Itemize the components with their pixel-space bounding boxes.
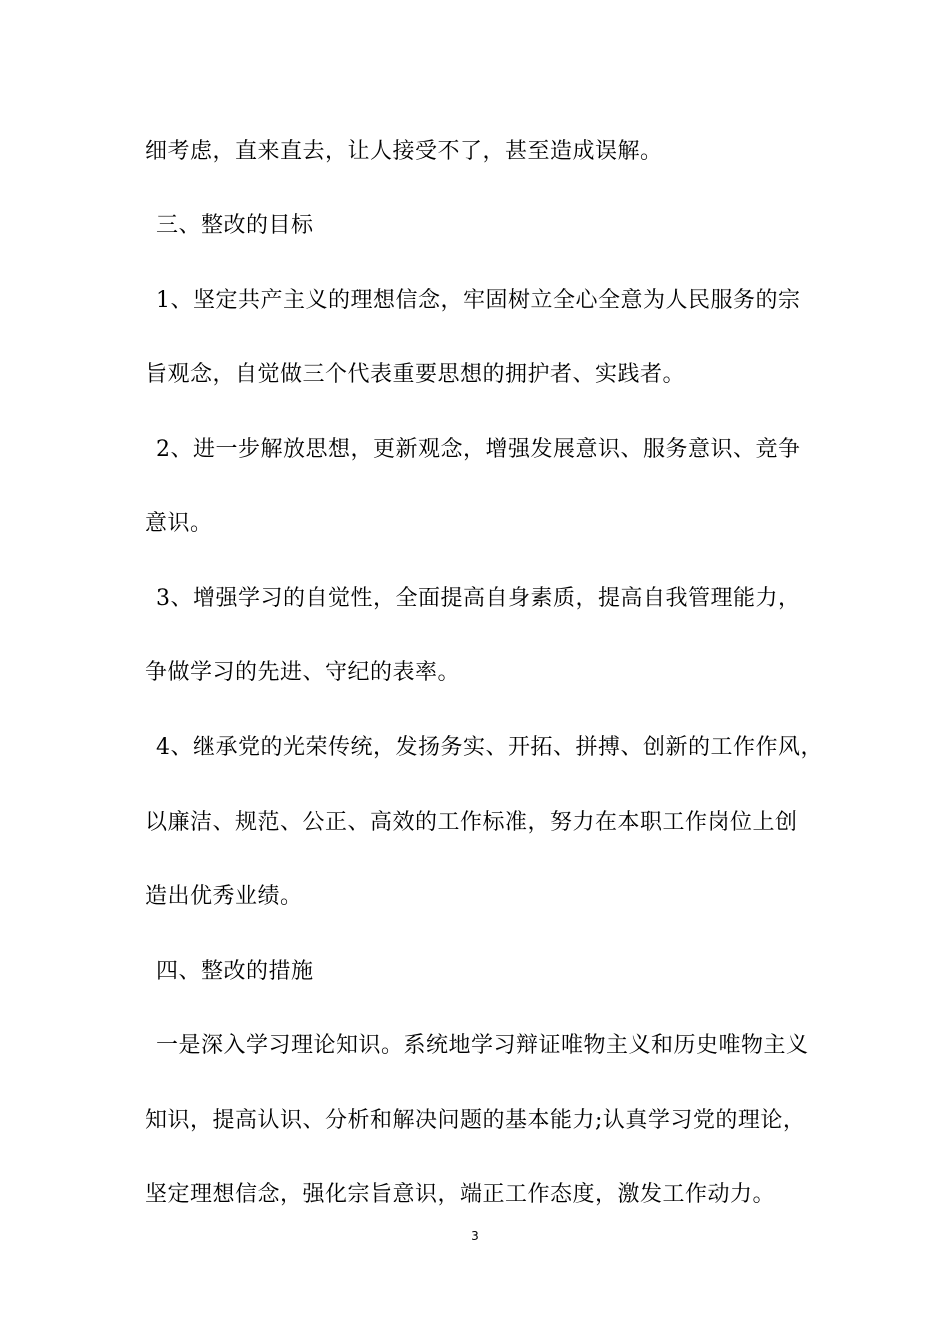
text-line-9: 4、继承党的光荣传统，发扬务实、开拓、拼搏、创新的工作作风， [156, 735, 823, 760]
text-line-4: 旨观念，自觉做三个代表重要思想的拥护者、实践者。 [145, 362, 686, 387]
text-line-10: 以廉洁、规范、公正、高效的工作标准，努力在本职工作岗位上创 [145, 810, 798, 835]
text-line-15: 坚定理想信念，强化宗旨意识，端正工作态度，激发工作动力。 [145, 1182, 776, 1207]
text-line-8: 争做学习的先进、守纪的表率。 [145, 660, 461, 685]
text-line-6: 意识。 [145, 511, 213, 536]
text-line-13: 一是深入学习理论知识。系统地学习辩证唯物主义和历史唯物主义 [156, 1033, 809, 1058]
page-number: 3 [471, 1229, 479, 1243]
section-heading-goals: 三、整改的目标 [156, 213, 314, 238]
text-line-5: 2、进一步解放思想，更新观念，增强发展意识、服务意识、竞争 [156, 437, 801, 462]
text-line-11: 造出优秀业绩。 [145, 884, 303, 909]
text-line-7: 3、增强学习的自觉性，全面提高自身素质，提高自我管理能力， [156, 586, 801, 611]
section-heading-measures: 四、整改的措施 [156, 959, 314, 984]
text-line-1: 细考虑，直来直去，让人接受不了，甚至造成误解。 [145, 139, 663, 164]
text-line-3: 1、坚定共产主义的理想信念，牢固树立全心全意为人民服务的宗 [156, 288, 801, 313]
text-line-14: 知识，提高认识、分析和解决问题的基本能力;认真学习党的理论， [145, 1108, 806, 1133]
